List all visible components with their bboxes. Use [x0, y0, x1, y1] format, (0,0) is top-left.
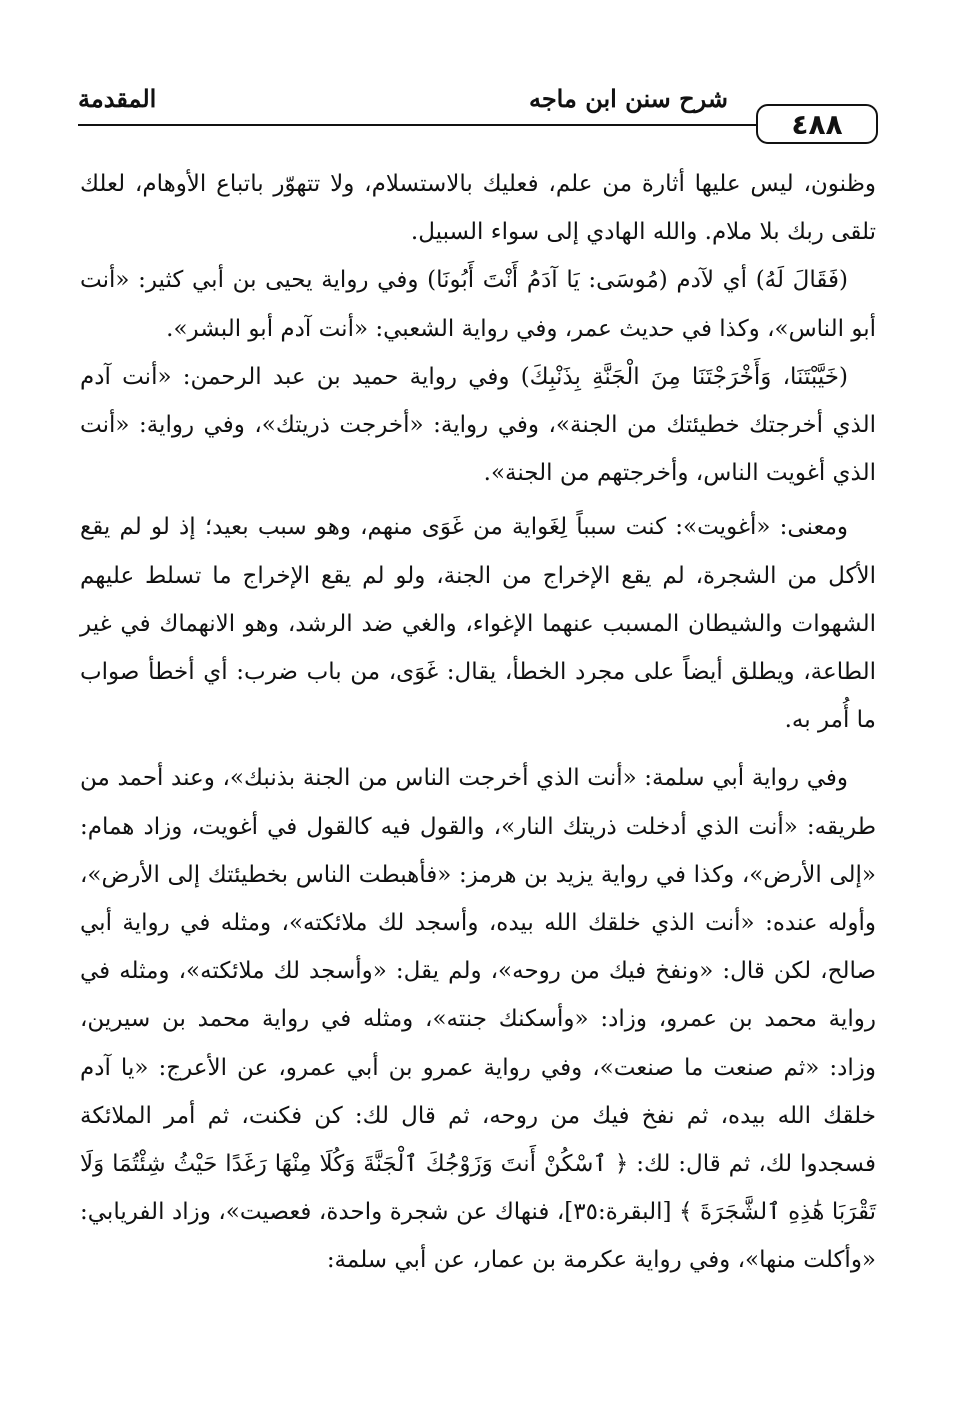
header-rule	[78, 124, 756, 126]
page-number: ٤٨٨	[756, 104, 878, 144]
paragraph-3: (خَيَّبْتَنَا، وَأَخْرَجْتَنَا مِنَ الْجَنَّةِ بِذَنْبِكَ) وفي رواية حميد بن عبد الرحمن: «أنت آدم الذي أخرجتك خطيئتك من الجنة»، وفي رواية: «أخرجت ذريتك»، وفي رواية: «أنت الذي أغويت الناس، وأخرجتهم من الجنة».	[80, 363, 876, 487]
section-title: المقدمة	[78, 84, 157, 113]
paragraph-5: وفي رواية أبي سلمة: «أنت الذي أخرجت الناس من الجنة بذنبك»، وعند أحمد من طريقه: «أنت الذي أدخلت ذريتك النار»، والقول فيه كالقول في أغويت، وزاد همام: «إلى الأرض»، وكذا في رواية يزيد بن هرمز: «فأهبطت الناس بخطيئتك إلى الأرض»، وأوله عنده: «أنت الذي خلقك الله بيده، وأسجد لك ملائكته»، ومثله في رواية أبي صالح، لكن قال: «ونفخ فيك من روحه»، ولم يقل: «وأسجد لك ملائكته»، ومثله في رواية محمد بن عمرو، وزاد: «وأسكنك جنته»، ومثله في رواية محمد بن سيرين، وزاد: «ثم صنعت ما صنعت»، وفي رواية عمرو بن أبي عمرو، عن الأعرج: «يا آدم خلقك الله بيده، ثم نفخ فيك من روحه، ثم قال لك: كن فكنت، ثم أمر الملائكة فسجدوا لك، ثم قال: لك: ﴿ ٱسْكُنْ أَنتَ وَزَوْجُكَ ٱلْجَنَّةَ وَكُلَا مِنْهَا رَغَدًا حَيْثُ شِئْتُمَا وَلَا تَقْرَبَا هَٰذِهِ ٱلشَّجَرَةَ ﴾ [البقرة:٣٥]، فنهاك عن شجرة واحدة، فعصيت»، وزاد الفريابي: «وأكلت منها»، وفي رواية عكرمة بن عمار، عن أبي سلمة:	[80, 765, 876, 1274]
paragraph-1: وظنون، ليس عليها أثارة من علم، فعليك بالاستسلام، ولا تتهوّر باتباع الأوهام، لعلك تلقى ربك بلا ملام. والله الهادي إلى سواء السبيل.	[80, 171, 876, 246]
paragraph-gap	[80, 744, 876, 754]
page-body	[80, 160, 876, 1285]
paragraph-4: ومعنى: «أغويت»: كنت سبباً لِغَواية من غَوَى منهم، وهو سبب بعيد؛ إذ لو لم يقع الأكل من الشجرة، لم يقع الإخراج من الجنة، ولو لم يقع الإخراج ما تسلط عليهم الشهوات والشيطان المسبب عنهما الإغواء، والغي ضد الرشد، وهو الانهماك في غير الطاعة، ويطلق أيضاً على مجرد الخطأ، يقال: غَوَى، من باب ضرب: أي أخطأ صواب ما أُمر به.	[80, 514, 876, 734]
paragraph-2: (فَقَالَ لَهُ) أي لآدم (مُوسَى: يَا آدَمُ أَنْتَ أَبُونَا) وفي رواية يحيى بن أبي كثير: «أنت أبو الناس»، وكذا في حديث عمر، وفي رواية الشعبي: «أنت آدم أبو البشر».	[80, 267, 876, 342]
book-title: شرح سنن ابن ماجه	[528, 84, 728, 113]
page-header	[78, 82, 878, 152]
